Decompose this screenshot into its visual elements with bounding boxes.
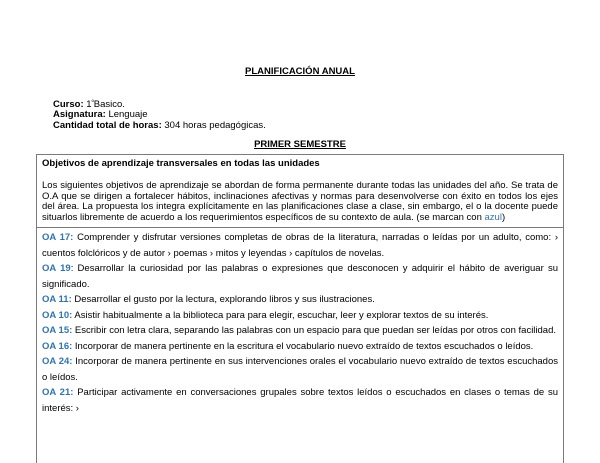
curso-value-sup: º bbox=[91, 100, 94, 106]
objective-text: Desarrollar el gusto por la lectura, explorando libros y sus ilustraciones. bbox=[71, 294, 375, 306]
objectives-table bbox=[36, 154, 564, 463]
horas-value: 304 horas pedagógicas. bbox=[164, 120, 266, 131]
semester-title: PRIMER SEMESTRE bbox=[254, 139, 346, 150]
asignatura-label: Asignatura: bbox=[53, 109, 106, 120]
objective-item bbox=[42, 323, 558, 339]
horas-label: Cantidad total de horas: bbox=[53, 120, 162, 131]
objective-text: : Desarrollar la curiosidad por las palabras o expresiones que desconocen y adquirir el hábito de averiguar su significado. bbox=[42, 263, 558, 290]
transversal-text-end: ) bbox=[501, 211, 506, 223]
objective-code: OA 11: bbox=[42, 294, 72, 306]
objective-item bbox=[42, 385, 558, 416]
objective-text: Incorporar de manera pertinente en la escritura el vocabulario nuevo extraído de textos escuchados o leídos. bbox=[72, 340, 534, 352]
objective-text: Escribir con letra clara, separando las palabras con un espacio para que puedan ser leídas por otros con facilidad. bbox=[72, 325, 557, 337]
objective-item bbox=[42, 354, 558, 385]
transversal-cell bbox=[37, 155, 563, 228]
objective-item bbox=[42, 230, 558, 261]
objective-item bbox=[42, 261, 558, 292]
meta-horas bbox=[53, 120, 266, 131]
transversal-title: Objetivos de aprendizaje transversales en todas las unidades bbox=[42, 158, 320, 169]
curso-label: Curso: bbox=[53, 99, 84, 110]
objective-code: OA 19 bbox=[42, 263, 71, 275]
transversal-body bbox=[42, 181, 558, 223]
document-title: PLANIFICACIÓN ANUAL bbox=[245, 66, 355, 77]
objective-item bbox=[42, 308, 558, 324]
objective-item bbox=[42, 339, 558, 355]
objective-text: Participar activamente en conversaciones grupales sobre textos leídos o escuchados en clases o temas de su interés: › bbox=[42, 387, 558, 414]
objective-code: OA 24: bbox=[42, 356, 73, 368]
objective-code: OA 21: bbox=[42, 387, 74, 399]
objective-code: OA 10: bbox=[42, 309, 73, 321]
curso-value-rest: Basico. bbox=[93, 99, 125, 110]
asignatura-value: Lenguaje bbox=[108, 109, 148, 120]
objective-code: OA 16: bbox=[42, 340, 73, 352]
objective-text: Asistir habitualmente a la biblioteca para para elegir, escuchar, leer y explorar textos de su interés. bbox=[72, 309, 489, 321]
objective-code: OA 15: bbox=[42, 325, 73, 337]
objective-text: Incorporar de manera pertinente en sus intervenciones orales el vocabulario nuevo extraído de textos escuchados o leídos. bbox=[42, 356, 558, 383]
curso-value-num: 1 bbox=[86, 99, 92, 110]
objectives-cell bbox=[37, 228, 563, 416]
transversal-color-word: azul bbox=[484, 211, 502, 223]
transversal-text: Los siguientes objetivos de aprendizaje se abordan de forma permanente durante todas las unidades del año. Se trata de O.A que se dirigen a fortalecer hábitos, inclinaciones afectivas y normas para desenvolverse con éxito en todos los ejes del área. La propuesta los integra explícitamente en las planificaciones clase a clase, sin embargo, el o la docente puede situarlos libremente de acuerdo a los requerimientos específicos de su contexto de aula. (se marcan con bbox=[42, 180, 558, 223]
meta-asignatura bbox=[53, 109, 148, 120]
objective-code: OA 17: bbox=[42, 232, 74, 244]
objective-item bbox=[42, 292, 558, 308]
objective-text: Comprender y disfrutar versiones completas de obras de la literatura, narradas o leídas por un adulto, como: › cuentos folclóricos y de autor › poemas › mitos y leyendas › capítulos de novelas. bbox=[42, 232, 558, 259]
